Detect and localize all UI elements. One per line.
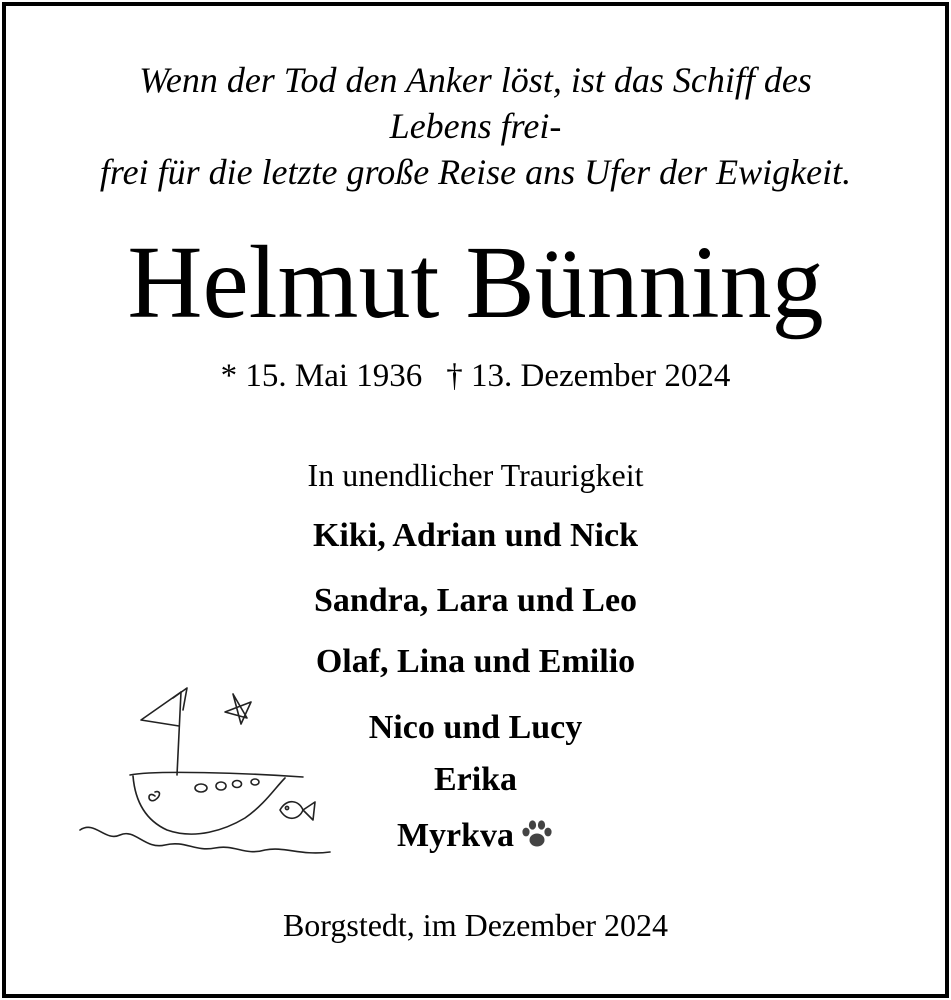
child-drawing-boat-icon <box>75 680 340 860</box>
pet-name: Myrkva <box>396 817 515 854</box>
mourners-intro: In unendlicher Traurigkeit <box>307 457 644 493</box>
quote-line-1: Wenn der Tod den Anker löst, ist das Schiff des <box>139 60 812 100</box>
mourner-line: Kiki, Adrian und Nick <box>312 517 638 554</box>
death-date: † 13. Dezember 2024 <box>446 358 731 394</box>
quote-line-3: frei für die letzte große Reise ans Ufer der Ewigkeit. <box>99 152 852 192</box>
paw-print-icon <box>520 818 554 848</box>
mourner-line: Nico und Lucy <box>368 709 583 746</box>
mourner-line: Olaf, Lina und Emilio <box>315 643 636 680</box>
life-dates <box>0 356 951 396</box>
birth-date: * 15. Mai 1936 <box>220 358 423 394</box>
place-and-date: Borgstedt, im Dezember 2024 <box>282 907 669 943</box>
mourner-line: Erika <box>433 761 518 798</box>
deceased-name: Helmut Bünning <box>127 225 824 340</box>
quote-line-2: Lebens frei- <box>389 106 562 146</box>
mourner-line: Sandra, Lara und Leo <box>313 582 638 619</box>
